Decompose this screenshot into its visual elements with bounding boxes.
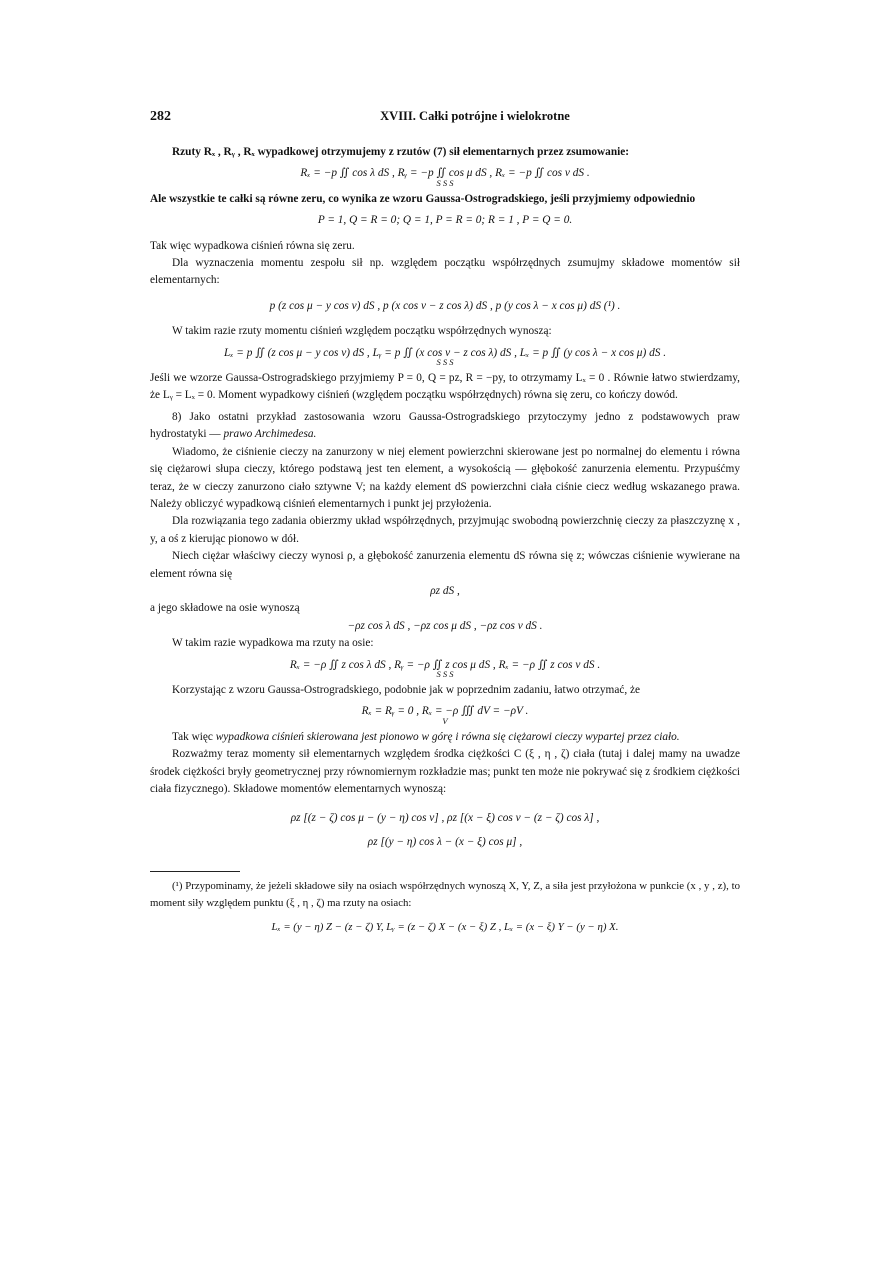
- conclusion-lead: Tak więc: [172, 730, 216, 743]
- archimedes-law-name: prawo Archimedesa.: [223, 428, 317, 441]
- footnote-text: (¹) Przypominamy, że jeżeli składowe siły na osiach współrzędnych wynoszą X, Y, Z, a siła jest przyłożona w punkcie (x , y , z), to moment siły względem punktu (ξ , η , ζ) ma rzuty na osiach:: [150, 880, 740, 909]
- paragraph-center-moments: Rozważmy teraz momenty sił elementarnych względem środka ciężkości C (ξ , η , ζ) ciała (tutaj i dalej mamy na uwadze środek ciężkości bryły geometrycznej przy równomiernym rozkładzie mas; punkt ten może nie pokrywać się z środkiem ciężkości ciała fizycznego). Składowe momentów elementarnych wynoszą:: [150, 748, 740, 795]
- footnote-rule: [150, 871, 240, 872]
- page-number: 282: [150, 109, 171, 124]
- equation-buoyancy-result: Rₓ = Rᵧ = 0 , Rₓ = −ρ ∭ dV = −ρV .: [361, 705, 529, 718]
- equation-pqr-choices: P = 1, Q = R = 0; Q = 1, P = R = 0; R = 1 , P = Q = 0.: [317, 214, 573, 227]
- paragraph-moment-projections: W takim razie rzuty momentu ciśnień względem początku współrzędnych wynoszą:: [172, 325, 552, 338]
- equation-pressure-components: −ρz cos λ dS , −ρz cos μ dS , −ρz cos ν dS .: [347, 619, 543, 632]
- equation-subscript-s: S S S: [436, 177, 454, 188]
- paragraph-archimedes-intro: [150, 409, 740, 444]
- paragraph-moment-setup: Dla wyznaczenia momentu zespołu sił np. względem początku współrzędnych zsumujmy składowe momentów sił elementarnych:: [150, 257, 740, 287]
- equation-volume-subscript: V: [442, 715, 448, 726]
- paragraph-coordinate-system: Dla rozwiązania tego zadania obierzmy układ współrzędnych, przyjmując swobodną powierzchnię cieczy za płaszczyznę x , y, a oś z kierując pionowo w dół.: [150, 515, 740, 545]
- paragraph-specific-weight: Niech ciężar właściwy cieczy wynosi ρ, a głębokość zanurzenia elementu dS równa się z; wówczas ciśnienie wywierane na element równa się: [150, 550, 740, 580]
- paragraph-archimedes-conclusion: [150, 729, 740, 746]
- paragraph-resultant-axes: W takim razie wypadkowa ma rzuty na osie:: [172, 637, 374, 650]
- page-header: [150, 108, 750, 128]
- paragraph-gauss-zero: Ale wszystkie te całki są równe zeru, co wynika ze wzoru Gaussa-Ostrogradskiego, jeśli przyjmiemy odpowiednio: [150, 192, 696, 205]
- equation-buoyancy-subscript: S S S: [436, 668, 454, 679]
- equation-buoyancy-integrals: Rₓ = −ρ ∬ z cos λ dS , Rᵧ = −ρ ∬ z cos μ dS , Rₓ = −ρ ∬ z cos ν dS .: [289, 658, 601, 671]
- equation-pressure-element: ρz dS ,: [430, 584, 460, 597]
- equation-elementary-moments-2: ρz [(y − η) cos λ − (x − ξ) cos μ] ,: [367, 835, 523, 848]
- running-head: XVIII. Całki potrójne i wielokrotne: [380, 109, 570, 123]
- equation-moment-subscript: S S S: [436, 357, 454, 368]
- paragraph-pressure-law: Wiadomo, że ciśnienie cieczy na zanurzony w niej element powierzchni skierowane jest po normalnej do elementu i równa się ciężarowi słupa cieczy, którego podstawą jest ten element, a wysokością — głębokość zanurzenia elementu. Przypuśćmy teraz, że w cieczy zanurzono ciało sztywne V; na każdy element dS powierzchni ciała ciśnie ciecz według wskazanego prawa. Należy obliczyć wypadkową ciśnień elementarnych i punkt jej przyłożenia.: [150, 445, 740, 510]
- paragraph-gauss-apply: Korzystając z wzoru Gaussa-Ostrogradskiego, podobnie jak w poprzednim zadaniu, łatwo otrzymać, że: [172, 683, 641, 696]
- footnote-equation: Lₓ = (y − η) Z − (z − ζ) Y, Lᵧ = (z − ζ) X − (x − ξ) Z , Lₓ = (x − ξ) Y − (y − η) X.: [271, 921, 619, 934]
- equation-resultant-integrals: Rₓ = −p ∬ cos λ dS , Rᵧ = −p ∬ cos μ dS , Rₓ = −p ∬ cos ν dS .: [300, 167, 590, 180]
- page-body: [150, 144, 740, 936]
- conclusion-statement: wypadkowa ciśnień skierowana jest pionowo w górę i równa się ciężarowi cieczy wypartej przez ciało.: [215, 730, 680, 743]
- equation-moment-components: p (z cos μ − y cos ν) dS , p (x cos ν − z cos λ) dS , p (y cos λ − x cos μ) dS (¹) .: [269, 299, 621, 312]
- paragraph-moment-zero: Jeśli we wzorze Gaussa-Ostrogradskiego przyjmiemy P = 0, Q = pz, R = −py, to otrzymamy Lₓ = 0 . Równie łatwo stwierdzamy, że Lᵧ = Lₓ = 0. Moment wypadkowy ciśnień (względem początku współrzędnych) równa się zeru, co kończy dowód.: [150, 372, 740, 402]
- paragraph-resultant-projections: Rzuty Rₓ , Rᵧ , Rₓ wypadkowej otrzymujemy z rzutów (7) sił elementarnych przez zsumowanie:: [172, 146, 630, 158]
- archimedes-intro-text: 8) Jako ostatni przykład zastosowania wzoru Gaussa-Ostrogradskiego przytoczymy jedno z podstawowych praw hydrostatyki —: [150, 410, 740, 441]
- equation-elementary-moments-1: ρz [(z − ζ) cos μ − (y − η) cos ν] , ρz [(x − ξ) cos ν − (z − ζ) cos λ] ,: [290, 812, 600, 825]
- paragraph-components-intro: a jego składowe na osie wynoszą: [150, 602, 300, 615]
- equation-moment-integrals: Lₓ = p ∬ (z cos μ − y cos ν) dS , Lᵧ = p ∬ (x cos ν − z cos λ) dS , Lₓ = p ∬ (y cos λ − x cos μ) dS .: [223, 346, 667, 359]
- paragraph-resultant-zero: Tak więc wypadkowa ciśnień równa się zeru.: [150, 239, 355, 252]
